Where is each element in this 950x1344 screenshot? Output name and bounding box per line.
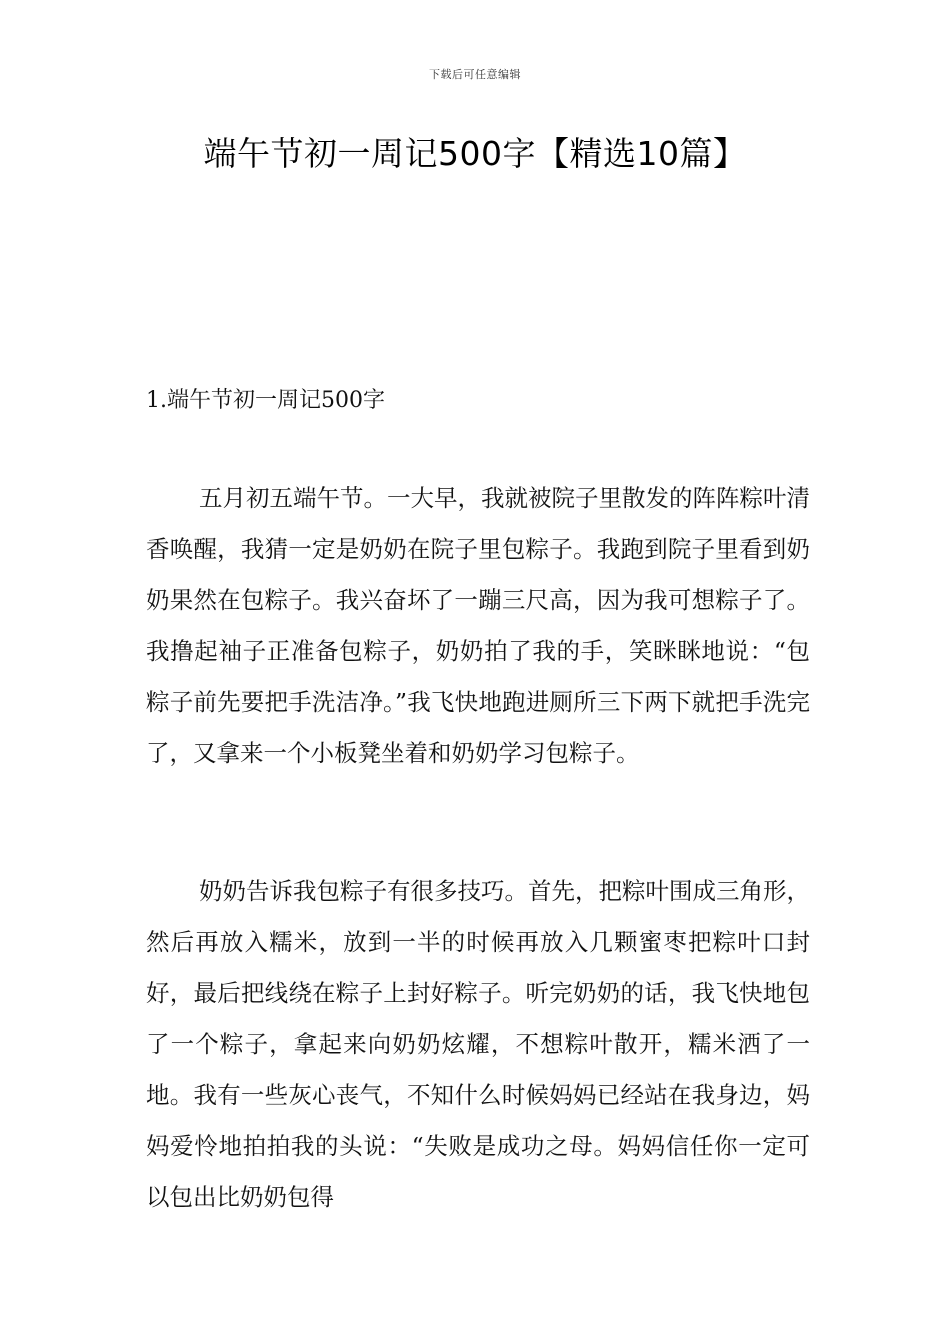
paragraph-1: 五月初五端午节。一大早，我就被院子里散发的阵阵粽叶清香唤醒，我猜一定是奶奶在院子里包粽子。我跑到院子里看到奶奶果然在包粽子。我兴奋坏了一蹦三尺高，因为我可想粽子了。我撸起袖子正准备包粽子，奶奶拍了我的手，笑眯眯地说：“包粽子前先要把手洗洁净。”我飞快地跑进厕所三下两下就把手洗完了，又拿来一个小板凳坐着和奶奶学习包粽子。 <box>146 484 810 767</box>
header-note: 下载后可任意编辑 <box>429 68 521 81</box>
section-heading: 1.端午节初一周记500字 <box>146 388 385 413</box>
paragraph-2: 奶奶告诉我包粽子有很多技巧。首先，把粽叶围成三角形，然后再放入糯米，放到一半的时候再放入几颗蜜枣把粽叶口封好，最后把线绕在粽子上封好粽子。听完奶奶的话，我飞快地包了一个粽子，拿起来向奶奶炫耀，不想粽叶散开，糯米洒了一地。我有一些灰心丧气，不知什么时候妈妈已经站在我身边，妈妈爱怜地拍拍我的头说：“失败是成功之母。妈妈信任你一定可以包出比奶奶包得 <box>146 877 810 1211</box>
document-title: 端午节初一周记500字【精选10篇】 <box>203 134 747 173</box>
